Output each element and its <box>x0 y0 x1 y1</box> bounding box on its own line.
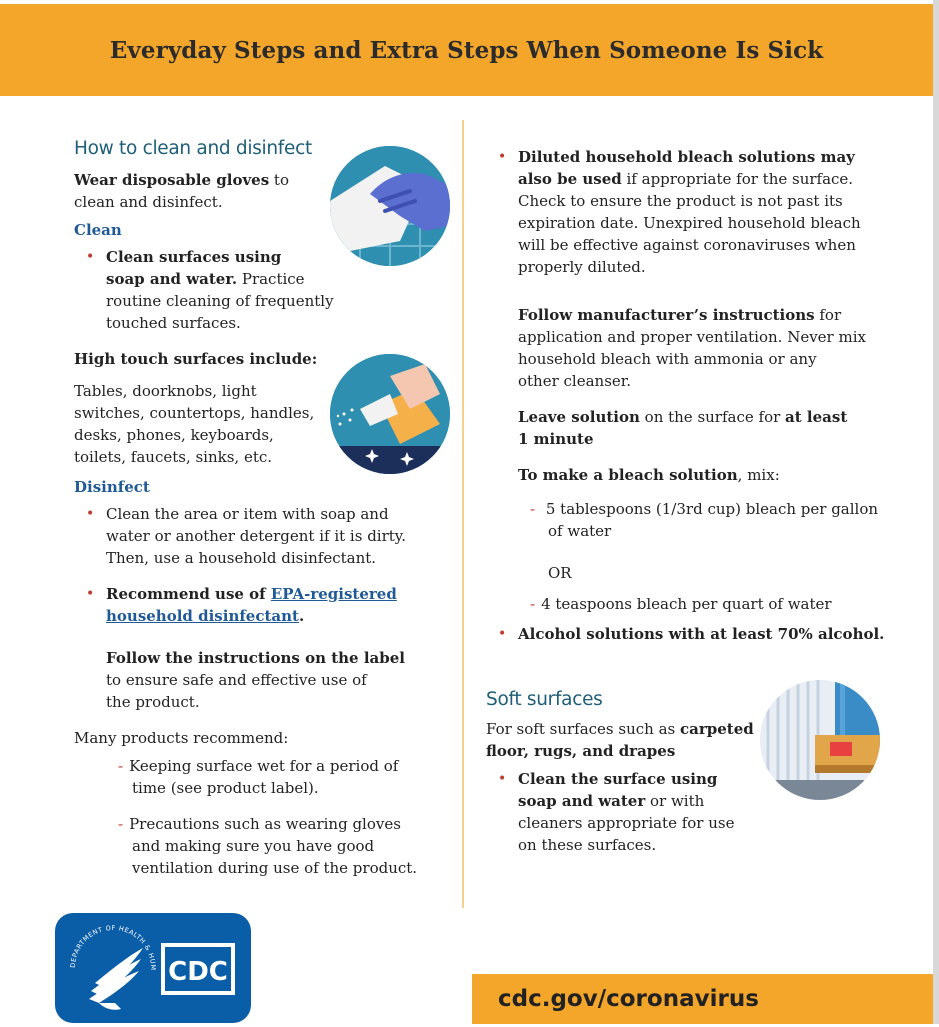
disinfect-list <box>74 503 454 627</box>
list-item: - 5 tablespoons (1/3rd cup) bleach per gallon of water <box>530 500 879 540</box>
or-text: OR <box>548 564 572 582</box>
mix-list <box>486 498 906 542</box>
footer-url[interactable]: cdc.gov/coronavirus <box>498 986 759 1012</box>
high-touch-text: Tables, doorknobs, light switches, countertops, handles, desks, phones, keyboards, toilets, faucets, sinks, etc. <box>74 382 315 466</box>
alcohol-list <box>486 623 906 645</box>
section-title-clean-disinfect: How to clean and disinfect <box>74 138 312 159</box>
follow-label-text: Follow the instructions on the label to ensure safe and effective use of the product. <box>106 649 405 711</box>
section-title-soft-surfaces: Soft surfaces <box>486 689 603 710</box>
many-products-text: Many products recommend: <box>74 729 289 747</box>
column-divider <box>462 120 464 908</box>
leave-solution-text: Leave solution on the surface for at least 1 minute <box>518 408 848 448</box>
spray-bottle-illustration <box>330 354 450 474</box>
wiping-glove-illustration <box>330 146 450 266</box>
epa-link[interactable]: EPA-registered household disinfectant <box>106 585 397 625</box>
list-item: • Recommend use of EPA-registered household disinfectant. <box>74 583 454 627</box>
glove-icon <box>330 146 450 266</box>
cdc-wordmark: CDC <box>168 957 228 987</box>
page-title: Everyday Steps and Extra Steps When Someone Is Sick <box>109 36 824 64</box>
list-item: • Clean the surface using soap and water or with cleaners appropriate for use on these surfaces. <box>486 768 906 856</box>
footer-bar <box>472 974 933 1024</box>
manufacturer-text: Follow manufacturer’s instructions for application and proper ventilation. Never mix household bleach with ammonia or any other cleanser. <box>518 306 866 390</box>
bleach-list <box>486 146 906 278</box>
gloves-text: Wear disposable gloves to clean and disinfect. <box>74 171 289 211</box>
recommend-list <box>74 755 454 879</box>
header-banner <box>0 4 933 96</box>
mix-list-2 <box>486 593 906 615</box>
list-item: - 4 teaspoons bleach per quart of water <box>530 595 832 613</box>
list-item: - Precautions such as wearing gloves and making sure you have good ventilation during use of the product. <box>118 815 418 877</box>
hhs-seal-text: DEPARTMENT OF HEALTH & HUM <box>68 923 158 971</box>
soft-intro-text: For soft surfaces such as carpeted floor, rugs, and drapes <box>486 720 754 760</box>
disinfect-subtitle: Disinfect <box>74 478 150 496</box>
svg-text:DEPARTMENT OF HEALTH & HUMAN S <box>55 913 157 971</box>
list-item: • Alcohol solutions with at least 70% alcohol. <box>486 623 906 645</box>
drapes-icon <box>760 680 880 800</box>
cdc-hhs-logo <box>55 913 251 1023</box>
clean-subtitle: Clean <box>74 221 122 239</box>
high-touch-title: High touch surfaces include: <box>74 350 318 368</box>
hhs-eagle-icon <box>55 913 251 1023</box>
make-bleach-text: To make a bleach solution, mix: <box>518 466 780 484</box>
spray-bottle-icon <box>330 354 450 474</box>
list-item: • Clean the area or item with soap and water or another detergent if it is dirty. Then, use a household disinfectant. <box>74 503 454 569</box>
list-item: • Diluted household bleach solutions may also be used if appropriate for the surface. Check to ensure the product is not past its expiration date. Unexpired household bleach will be effective against coronaviruses when properly diluted. <box>486 146 906 278</box>
page-edge-shadow <box>933 0 939 1024</box>
drapes-illustration <box>760 680 880 800</box>
list-item: • Clean surfaces using soap and water. Practice routine cleaning of frequently touched surfaces. <box>74 246 454 334</box>
list-item: - Keeping surface wet for a period of time (see product label). <box>118 757 399 797</box>
